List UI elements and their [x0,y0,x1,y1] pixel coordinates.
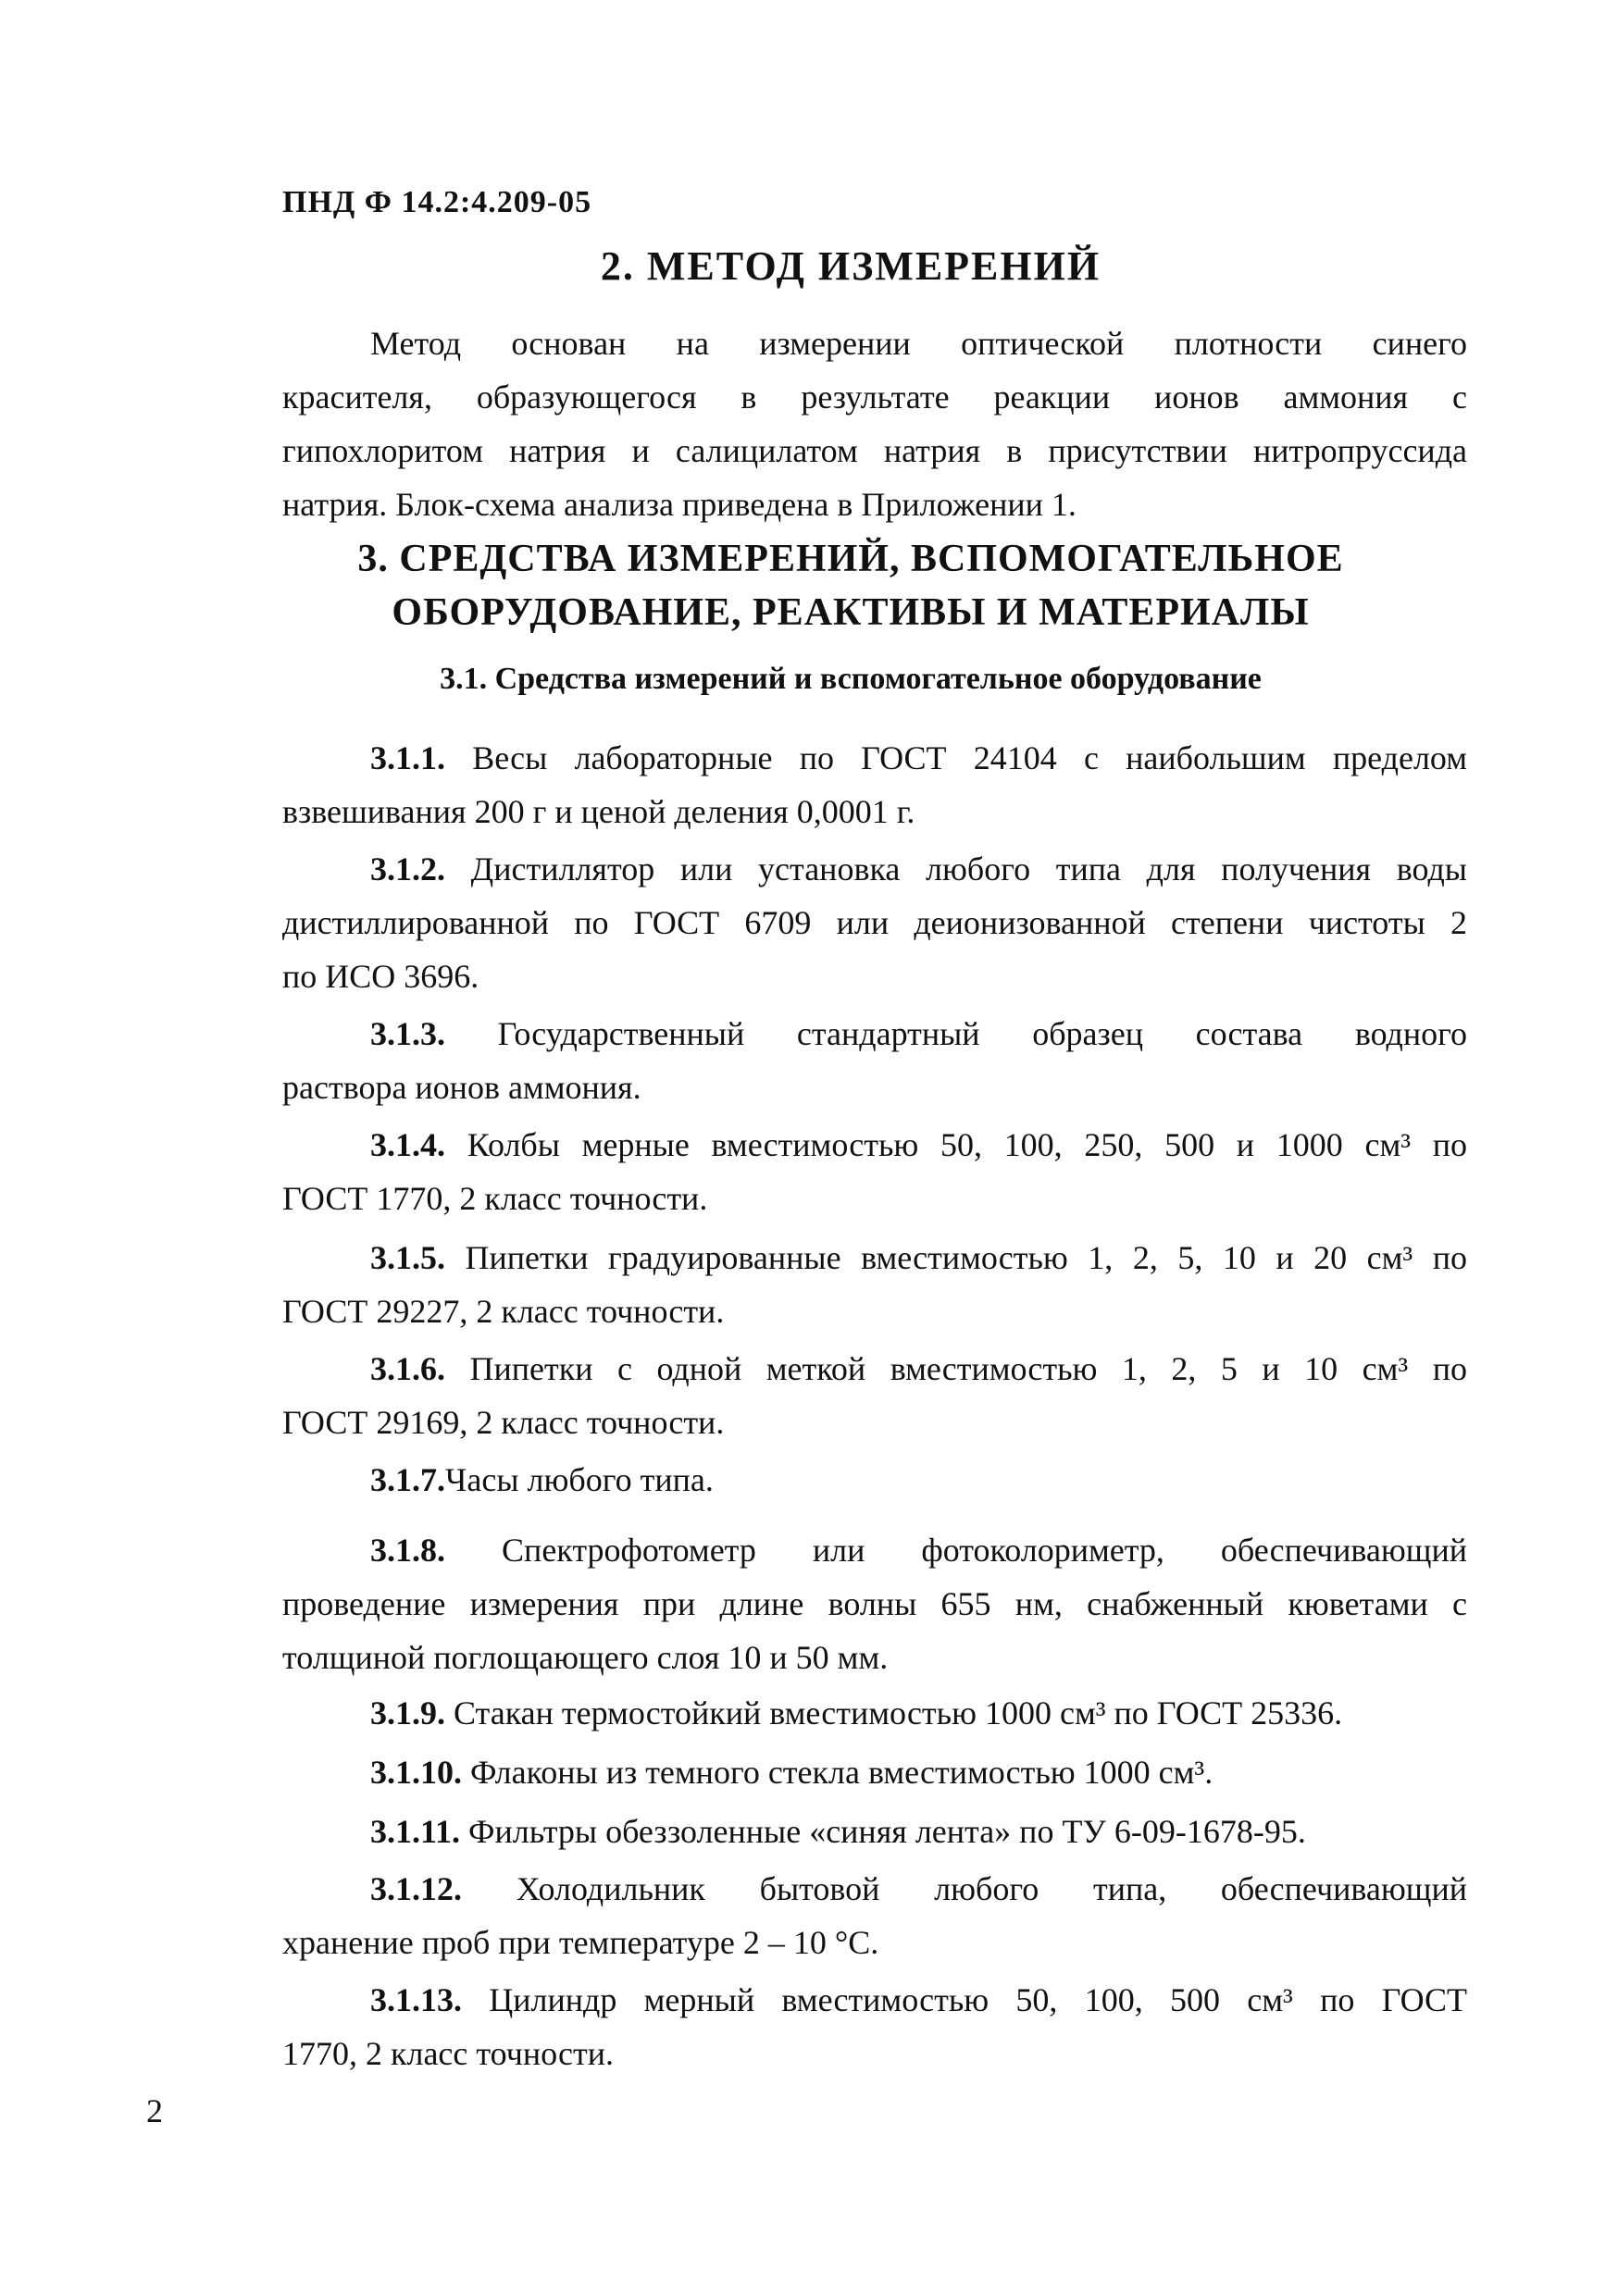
item-number: 3.1.9. [370,1694,445,1731]
item-3-1-9 [282,1686,1467,1740]
item-text: Весы лабораторные по ГОСТ 24104 с наибольшим пределом [472,739,1467,776]
item-3-1-4 [282,1118,1467,1225]
page-number: 2 [146,2092,163,2129]
item-number: 3.1.4. [370,1126,445,1163]
item-text: Пипетки с одной меткой вместимостью 1, 2, 5 и 10 см³ по [469,1350,1467,1387]
section-3-title-line-1: 3. СРЕДСТВА ИЗМЕРЕНИЙ, ВСПОМОГАТЕЛЬНОЕ [357,538,1344,580]
item-text: по ИСО 3696. [282,958,479,995]
section-3-title-line-2: ОБОРУДОВАНИЕ, РЕАКТИВЫ И МАТЕРИАЛЫ [392,591,1310,634]
item-3-1-1 [282,731,1467,838]
item-3-1-3 [282,1007,1467,1114]
section-2-title: 2. МЕТОД ИЗМЕРЕНИЙ [600,243,1101,289]
item-text: дистиллированной по ГОСТ 6709 или деионизованной степени чистоты 2 [282,904,1467,941]
item-number: 3.1.2. [370,850,445,887]
item-text: проведение измерения при длине волны 655 нм, снабженный кюветами с [282,1585,1467,1622]
paragraph-line: красителя, образующегося в результате реакции ионов аммония с [282,379,1467,416]
item-3-1-13 [282,1973,1467,2080]
item-3-1-10 [282,1745,1467,1799]
item-number: 3.1.3. [370,1015,445,1052]
section-3-1-subtitle: 3.1. Средства измерений и вспомогательное оборудование [440,662,1262,696]
item-number: 3.1.11. [370,1813,461,1850]
item-text: Флаконы из темного стекла вместимостью 1000 см³. [470,1754,1214,1791]
item-3-1-2 [282,842,1467,1003]
paragraph-line: Метод основан на измерении оптической плотности синего [370,325,1467,362]
paragraph-line: гипохлоритом натрия и салицилатом натрия в присутствии нитропруссида [282,432,1467,469]
item-text: Цилиндр мерный вместимостью 50, 100, 500 см³ по ГОСТ [489,1981,1468,2018]
item-text: Дистиллятор или установка любого типа для получения воды [470,850,1467,887]
item-text: Фильтры обеззоленные «синяя лента» по ТУ 6-09-1678-95. [468,1813,1306,1850]
item-number: 3.1.5. [370,1239,445,1276]
item-3-1-8 [282,1523,1467,1684]
item-number: 3.1.8. [370,1532,445,1569]
item-text: Часы любого типа. [445,1461,714,1498]
section-2-paragraph [282,316,1467,531]
item-text: Пипетки градуированные вместимостью 1, 2, 5, 10 и 20 см³ по [465,1239,1467,1276]
item-text: ГОСТ 1770, 2 класс точности. [282,1180,708,1217]
item-text: Государственный стандартный образец состава водного [497,1015,1467,1052]
item-text: Спектрофотометр или фотоколориметр, обеспечивающий [502,1532,1467,1569]
item-3-1-5 [282,1231,1467,1338]
item-text: хранение проб при температуре 2 – 10 °С. [282,1924,879,1961]
item-3-1-12 [282,1862,1467,1969]
item-number: 3.1.1. [370,739,445,776]
document-code: ПНД Ф 14.2:4.209-05 [282,185,592,219]
item-text: Колбы мерные вместимостью 50, 100, 250, 500 и 1000 см³ по [467,1126,1467,1163]
item-3-1-7 [282,1453,1467,1507]
item-number: 3.1.12. [370,1870,462,1907]
item-number: 3.1.13. [370,1981,462,2018]
item-text: Холодильник бытовой любого типа, обеспечивающий [516,1870,1467,1907]
item-number: 3.1.10. [370,1754,462,1791]
item-text: ГОСТ 29227, 2 класс точности. [282,1293,725,1330]
item-text: ГОСТ 29169, 2 класс точности. [282,1404,725,1441]
item-text: Стакан термостойкий вместимостью 1000 см³ по ГОСТ 25336. [454,1694,1343,1731]
item-text: толщиной поглощающего слоя 10 и 50 мм. [282,1639,889,1676]
item-3-1-11 [282,1805,1467,1858]
paragraph-line: натрия. Блок-схема анализа приведена в Приложении 1. [282,486,1077,523]
item-text: взвешивания 200 г и ценой деления 0,0001 г. [282,793,915,830]
item-3-1-6 [282,1342,1467,1449]
item-text: 1770, 2 класс точности. [282,2035,614,2072]
item-number: 3.1.6. [370,1350,445,1387]
item-number: 3.1.7. [370,1461,445,1498]
item-text: раствора ионов аммония. [282,1069,641,1106]
